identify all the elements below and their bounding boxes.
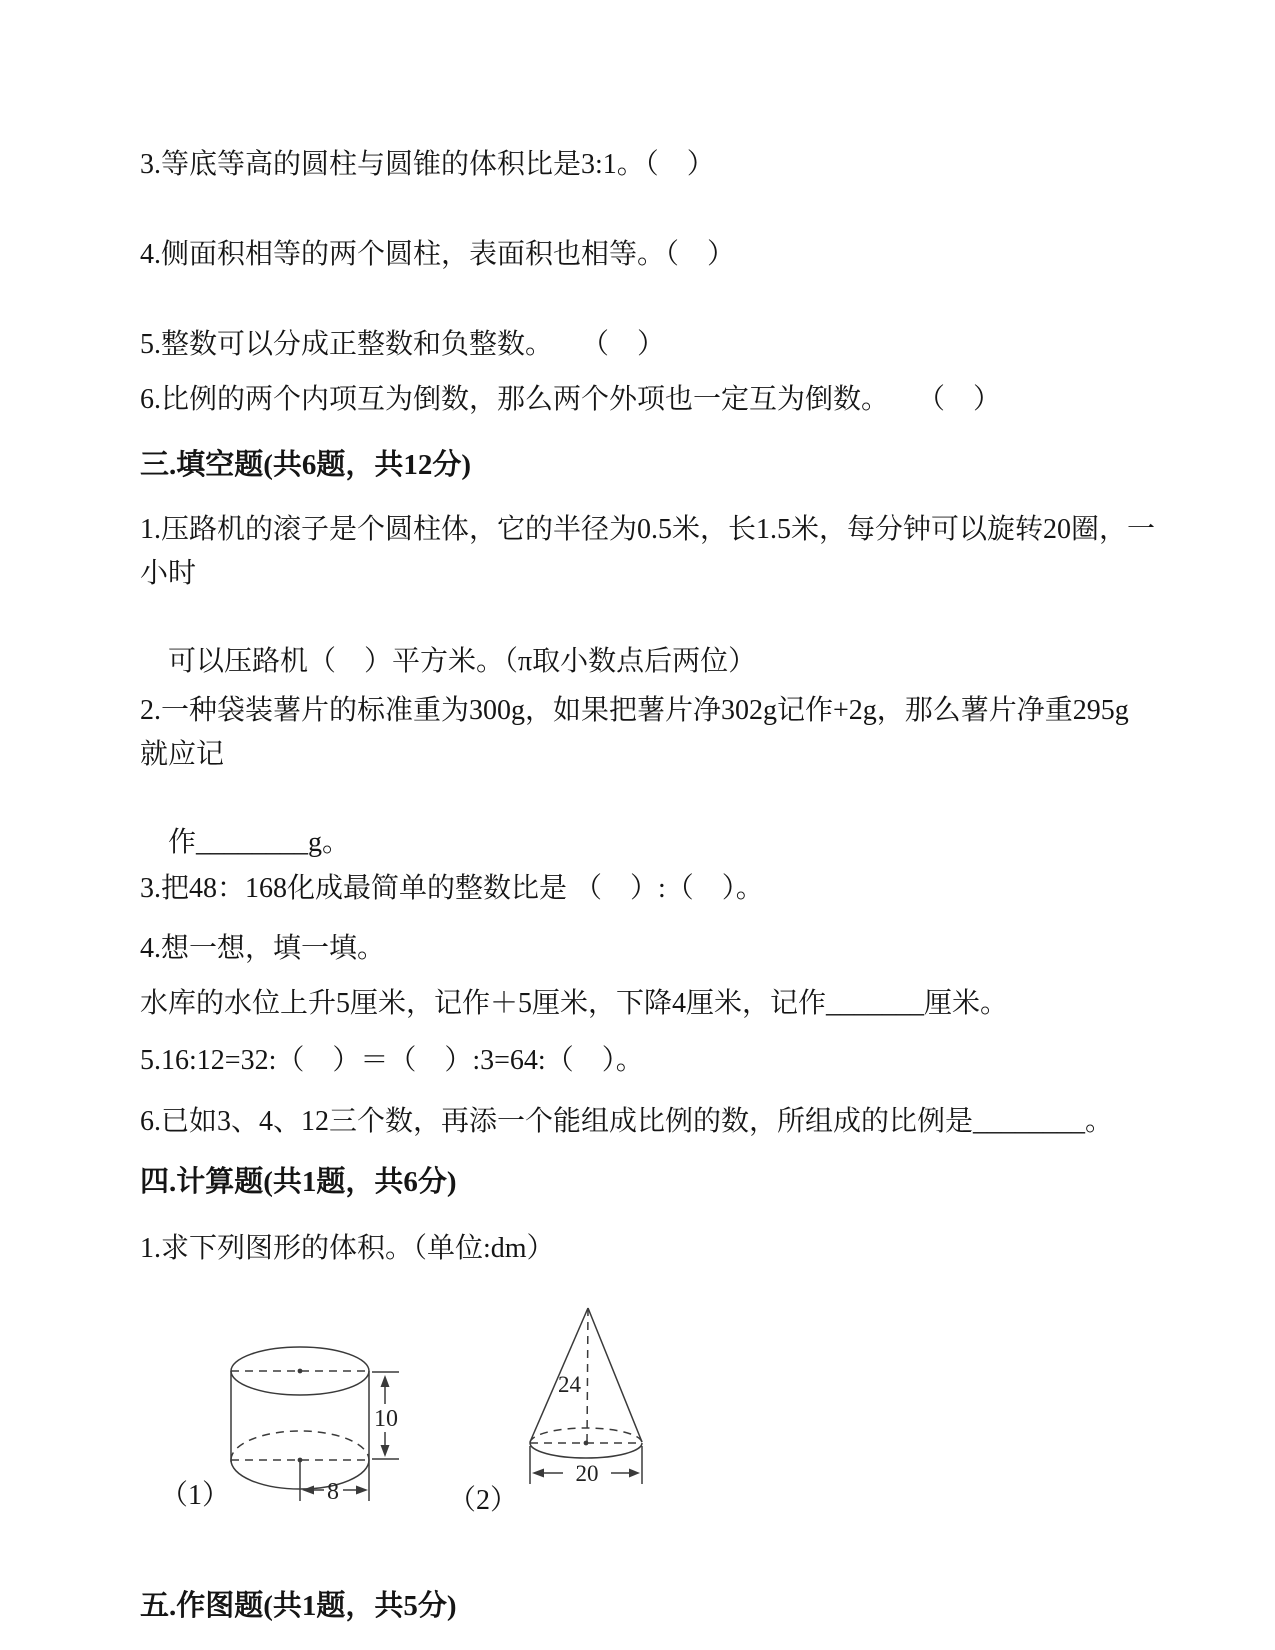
fill-item-1 [140,508,1155,684]
fill-item-1-line-1: 1.压路机的滚子是个圆柱体，它的半径为0.5米，长1.5米，每分钟可以旋转20圈，一小时 [140,514,1156,589]
judge-item-6: 6.比例的两个内项互为倒数，那么两个外项也一定互为倒数。 （ ） [140,384,1002,415]
section-heading-calculation: 四.计算题(共1题，共6分) [140,1166,457,1198]
fill-item-4-note: 水库的水位上升5厘米，记作＋5厘米，下降4厘米，记作_______厘米。 [140,988,1009,1019]
fill-item-3: 3.把48：168化成最简单的整数比是 （ ）:（ ）。 [140,873,764,904]
fill-item-4: 4.想一想，填一填。 [140,933,386,964]
figures-area [140,1283,1155,1528]
height-arrow-up [381,1375,390,1387]
fill-item-6: 6.已如3、4、12三个数，再添一个能组成比例的数，所组成的比例是________。 [140,1106,1114,1137]
section-heading-fill-in: 三.填空题(共6题，共12分) [140,449,472,481]
cylinder-figure [216,1283,406,1507]
judge-item-5: 5.整数可以分成正整数和负整数。 （ ） [140,329,666,360]
height-arrow-down [381,1445,390,1457]
judge-item-3: 3.等底等高的圆柱与圆锥的体积比是3:1。（ ） [140,149,715,180]
cone-axis-dashed [587,1308,588,1443]
cylinder-top-center-dot [298,1369,303,1374]
figure-1-label: （1） [160,1480,231,1511]
base-arrow-left [532,1469,544,1478]
fill-item-2-line-2: 作________g。 [168,827,351,858]
cone-right-side [588,1308,642,1442]
fill-item-5: 5.16:12=32:（ ）＝（ ）:3=64:（ ）。 [140,1045,644,1076]
radius-arrow-right [356,1486,368,1495]
cylinder-bottom-ellipse-back-dashed [231,1431,369,1460]
judge-item-4: 4.侧面积相等的两个圆柱，表面积也相等。（ ） [140,239,736,270]
fill-item-2-line-1: 2.一种袋装薯片的标准重为300g，如果把薯片净302g记作+2g，那么薯片净重295g就应记 [140,695,1129,770]
section-heading-drawing: 五.作图题(共1题，共5分) [140,1590,457,1622]
cone-height-label: 24 [558,1372,581,1397]
fill-item-2 [140,689,1155,865]
cylinder-radius-label: 8 [327,1479,339,1505]
figure-2-label: （2） [448,1485,519,1516]
calc-item-1: 1.求下列图形的体积。（单位:dm） [140,1233,555,1264]
base-arrow-right [629,1469,640,1478]
radius-arrow-left [302,1486,314,1495]
fill-item-1-line-2: 可以压路机（ ）平方米。（π取小数点后两位） [168,646,757,677]
cone-figure [523,1296,658,1496]
cone-diameter-label: 20 [575,1461,599,1486]
cylinder-height-label: 10 [374,1406,398,1432]
cone-base-center-dot [584,1441,589,1446]
